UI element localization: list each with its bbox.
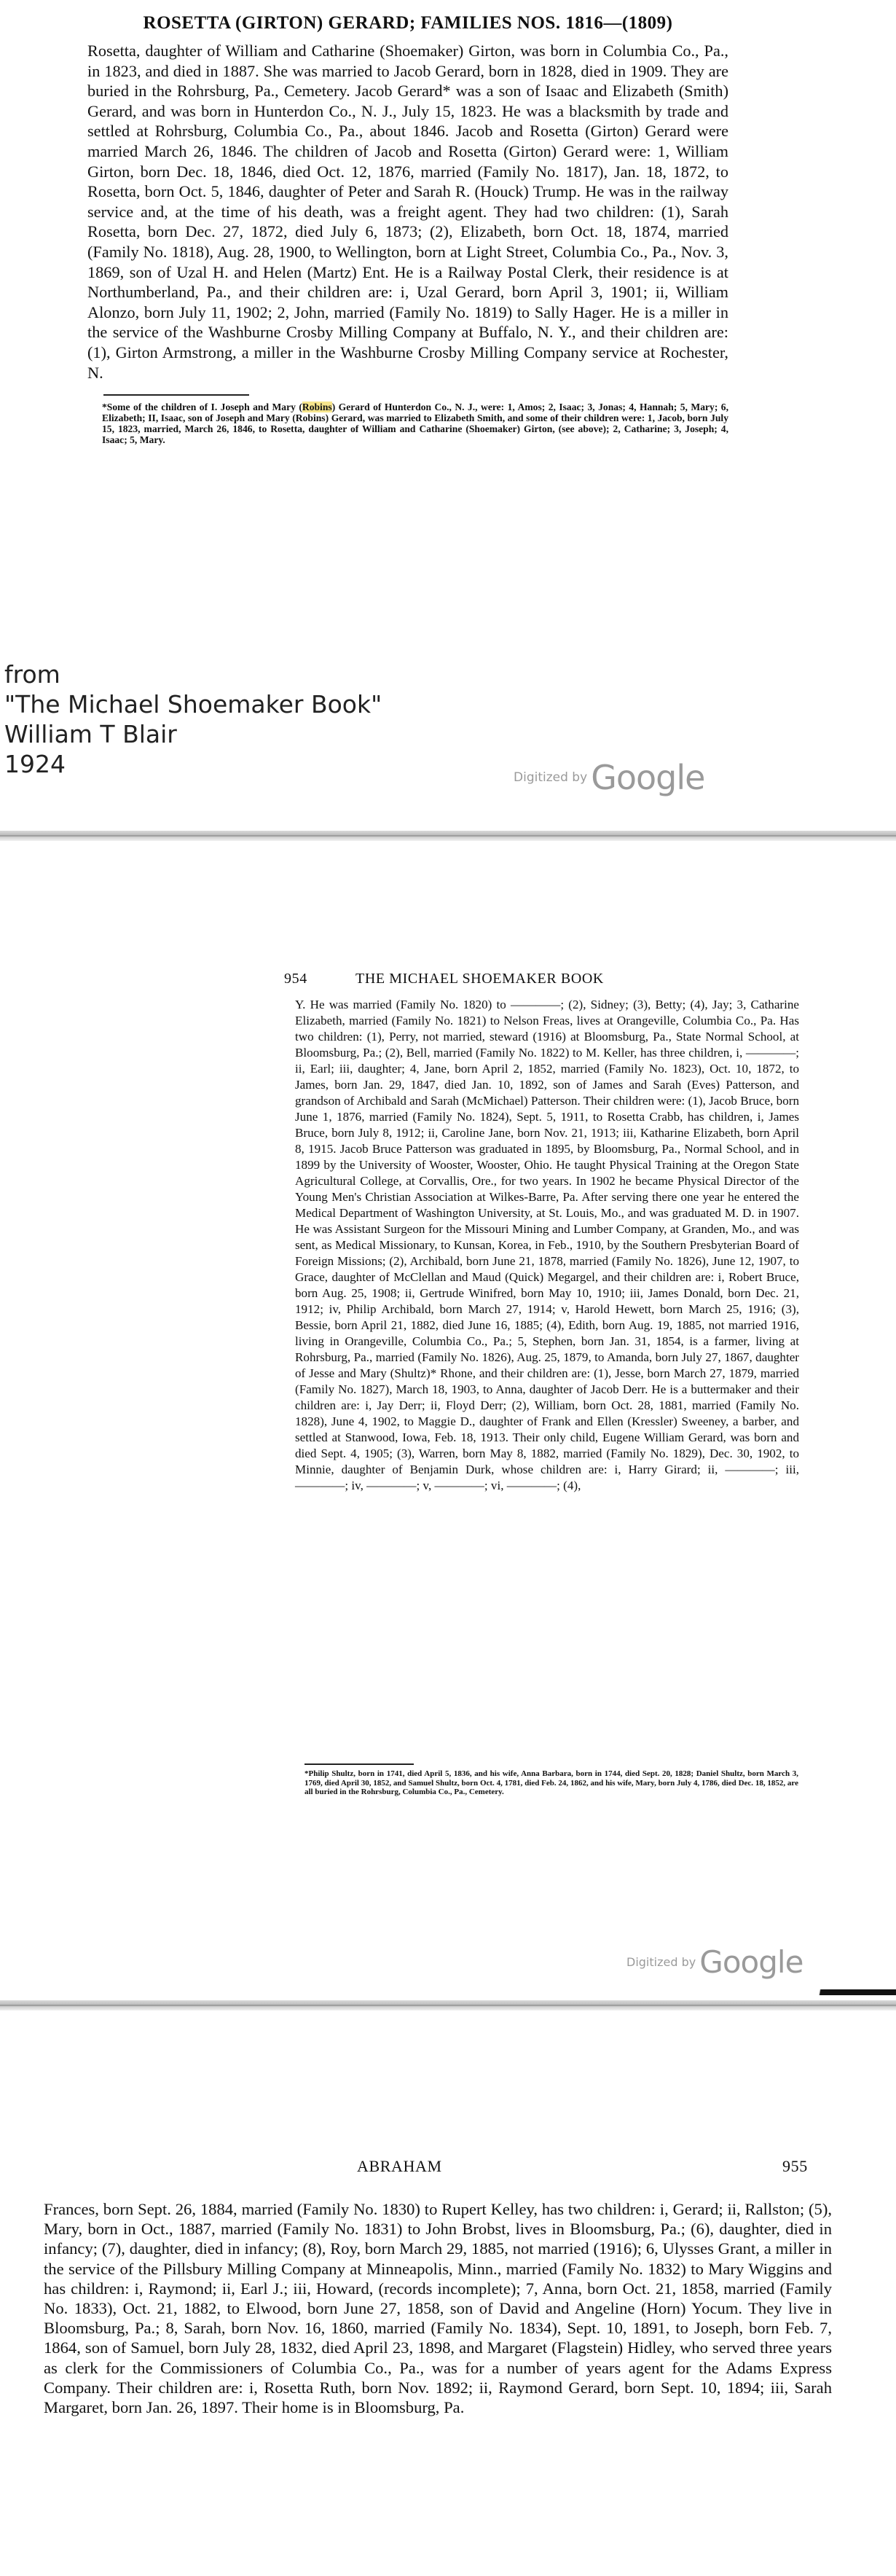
source-caption: [4, 659, 382, 779]
body-paragraph: Rosetta, daughter of William and Catharine (Shoemaker) Girton, was born in Columbia Co., Pa., in 1823, and died in 1887. She was married to Jacob Gerard, born in 1828, died in 1909. They are buried in the Rohrsburg, Pa., Cemetery. Jacob Gerard* was a son of Isaac and Elizabeth (Smith) Gerard, and was born in Hunterdon Co., N. J., July 15, 1823. He was a blacksmith by trade and settled at Rohrsburg, Columbia Co., Pa., about 1846. Jacob and Rosetta (Girton) Gerard were married March 26, 1846. The children of Jacob and Rosetta (Girton) Gerard were: 1, William Girton, born Dec. 18, 1846, died Oct. 12, 1876, married (Family No. 1817), Jan. 18, 1872, to Rosetta, born Oct. 5, 1846, daughter of Peter and Sarah R. (Houck) Trump. He was in the railway service and, at the time of his death, was a freight agent. They had two children: (1), Sarah Rosetta, born Dec. 27, 1872, died July 6, 1873; (2), Elizabeth, born Oct. 18, 1874, married (Family No. 1818), Aug. 28, 1900, to Wellington, born at Light Street, Columbia Co., Pa., Nov. 3, 1869, son of Uzal H. and Helen (Martz) Ent. He is a Railway Postal Clerk, their residence is at Northumberland, Pa., and their children are: i, Uzal Gerard, born April 3, 1901; ii, William Alonzo, born July 11, 1902; 2, John, married (Family No. 1819) to Sally Hager. He is a miller in the service of the Washburne Crosby Milling Company at Buffalo, N. Y., and their children are: (1), Girton Armstrong, a miller in the Washburne Crosby Milling Company service at Rochester, N.: [87, 42, 728, 382]
footnote-rule: [103, 394, 249, 396]
footnote: [102, 402, 728, 445]
footnote-text-end: ) Gerard of Hunterdon Co., N. J., were: 1, Amos; 2, Isaac; 3, Jonas; 4, Hannah; 5, Mary; 6, Elizabeth; II, Isaac, son of Joseph and Mary (Robins) Gerard, was married to Elizabeth Smith, and some of their children were: 1, Jacob, born July 15, 1823, married, March 26, 1846, to Rosetta, daughter of William and Catharine (Shoemaker) Girton, (see above); 2, Catharine; 3, Joseph; 4, Isaac; 5, Mary.: [102, 402, 728, 446]
page-2-footnote: *Philip Shultz, born in 1741, died April 5, 1836, and his wife, Anna Barbara, born in 1744, died Sept. 20, 1828; Daniel Shultz, born March 3, 1769, died April 30, 1852, and Samuel Shultz, born Oct. 4, 1781, died Feb. 24, 1862, and his wife, Mary, born July 4, 1786, died Dec. 18, 1852, are all buried in the Rohrsburg, Columbia Co., Pa., Cemetery.: [304, 1769, 798, 1796]
page-separator: [0, 831, 896, 841]
page-1-column: [87, 13, 728, 445]
running-title: ABRAHAM: [357, 2157, 442, 2175]
source-caption-year: 1924: [4, 750, 66, 778]
page-number: 954: [284, 971, 307, 987]
watermark-prefix: Digitized by: [514, 770, 588, 785]
section-heading: ROSETTA (GIRTON) GERARD; FAMILIES NOS. 1816—(1809): [143, 13, 673, 33]
watermark-prefix: Digitized by: [626, 1955, 696, 1969]
footnote-text-start: *Some of the children of I. Joseph and Mary (: [102, 402, 302, 413]
source-caption-line: from: [4, 660, 60, 689]
running-title: THE MICHAEL SHOEMAKER BOOK: [355, 971, 604, 987]
google-logo: Google: [699, 1944, 803, 1980]
page-separator: [0, 2000, 896, 2011]
page-2-body: Y. He was married (Family No. 1820) to ————; (2), Sidney; (3), Betty; (4), Jay; 3, Catharine Elizabeth, married (Family No. 1821) to Nelson Freas, lives at Orangeville, Columbia Co., Pa. Has two children: (1), Perry, not married, steward (1916) at Bloomsburg, Pa., State Normal School, at Bloomsburg, Pa.; (2), Bell, married (Family No. 1822) to M. Keller, has three children, i, ————; ii, Earl; iii, daughter; 4, Jane, born April 2, 1852, married (Family No. 1823), Oct. 10, 1872, to James, born Jan. 29, 1847, died Jan. 10, 1892, son of James and Sarah (Eves) Patterson, and grandson of Archibald and Sarah (McMichael) Patterson. Their children were: (1), Jacob Bruce, born June 1, 1876, married (Family No. 1824), Sept. 5, 1911, to Rosetta Crabb, has children, i, James Bruce, born July 8, 1912; ii, Caroline Jane, born Nov. 21, 1913; iii, Katharine Elizabeth, born April 8, 1915. Jacob Bruce Patterson was graduated in 1895, by Bloomsburg, Pa., Normal School, and in 1899 by the University of Wooster, Wooster, Ohio. He taught Physical Training at the Oregon State Agricultural College, at Corvallis, Ore., for two years. In 1902 he became Physical Director of the Young Men's Christian Association at Wilkes-Barre, Pa. After serving there one year he entered the Medical Department of Washington University, at St. Louis, Mo., and was graduated M. D. in 1907. He was Assistant Surgeon for the Missouri Mining and Lumber Company, at Granden, Mo., and was sent, as Medical Missionary, to Kunsan, Korea, in Feb., 1910, by the Southern Presbyterian Board of Foreign Missions; (2), Archibald, born June 21, 1878, married (Family No. 1826), June 12, 1907, to Grace, daughter of McClellan and Maud (Quick) Megargel, and their children are: i, Robert Bruce, born Aug. 25, 1908; ii, Gertrude Winifred, born May 10, 1910; iii, James Donald, born Dec. 21, 1912; iv, Philip Archibald, born March 27, 1914; v, Harold Hewett, born March 25, 1916; (3), Bessie, born April 21, 1882, died June 16, 1885; (4), Edith, born Aug. 19, 1885, not married 1916, living in Orangeville, Columbia Co., Pa.; 5, Stephen, born Jan. 31, 1854, is a farmer, living at Rohrsburg, Pa., married (Family No. 1826), Aug. 25, 1879, to Amanda, born July 27, 1867, daughter of Jesse and Mary (Shultz)* Rhone, and their children are: (1), Jesse, born March 27, 1879, married (Family No. 1827), March 18, 1903, to Anna, daughter of Jacob Derr. He is a buttermaker and their children are: i, Jay Derr; ii, Floyd Derr; (2), William, born Oct. 28, 1881, married (Family No. 1828), June 4, 1902, to Maggie D., daughter of Frank and Ellen (Kressler) Sweeney, a barber, and settled at Stanwood, Iowa, Feb. 18, 1913. Their only child, Eugene William Gerard, was born and died Sept. 4, 1905; (3), Warren, born May 8, 1882, married (Family No. 1829), Dec. 30, 1902, to Minnie, daughter of Benjamin Durk, whose children are: i, Harry Girard; ii, ————; iii, ————; iv, ————; v, ————; vi, ————; (4),: [295, 998, 799, 1492]
page-number: 955: [782, 2157, 808, 2175]
page-3-body: Frances, born Sept. 26, 1884, married (Family No. 1830) to Rupert Kelley, has two children: i, Gerard; ii, Rallston; (5), Mary, born in Oct., 1887, married (Family No. 1831) to John Brobst, lives in Bloomsburg, Pa.; (6), daughter, died in infancy; (7), daughter, died in infancy; (8), Roy, born March 29, 1885, not married (1916); 6, Ulysses Grant, a miller in the service of the Pillsbury Milling Company at Minneapolis, Minn., married (Family No. 1832) to Mary Wiggins and has children: i, Raymond; ii, Earl J.; iii, Howard, (records incomplete); 7, Anna, born Oct. 21, 1858, married (Family No. 1833), Oct. 21, 1882, to Elwood, born June 27, 1858, son of David and Angeline (Horn) Yocum. They live in Bloomsburg, Pa.; 8, Sarah, born Nov. 16, 1860, married (Family No. 1834), Sept. 10, 1891, to Joseph, born Feb. 7, 1864, son of Samuel, born July 28, 1832, died April 23, 1898, and Margaret (Flagstein) Hidley, who served three years as clerk for the Commissioners of Columbia Co., Pa., was for a number of years agent for the Adams Express Company. Their children are: i, Rosetta Ruth, born Nov. 1892; ii, Raymond Gerard, born Sept. 10, 1894; iii, Sarah Margaret, born Jan. 26, 1897. Their home is in Bloomsburg, Pa.: [44, 2200, 832, 2417]
google-watermark: [626, 1944, 803, 1980]
search-highlight: Robins: [302, 402, 332, 413]
source-caption-book-title: "The Michael Shoemaker Book": [4, 690, 382, 719]
footnote-rule: [304, 1763, 414, 1765]
page-corner-shadow: [787, 1989, 896, 1995]
google-logo: Google: [591, 758, 705, 797]
google-watermark: [514, 758, 704, 797]
page-1-scan: [0, 0, 896, 827]
source-caption-author: William T Blair: [4, 720, 177, 748]
